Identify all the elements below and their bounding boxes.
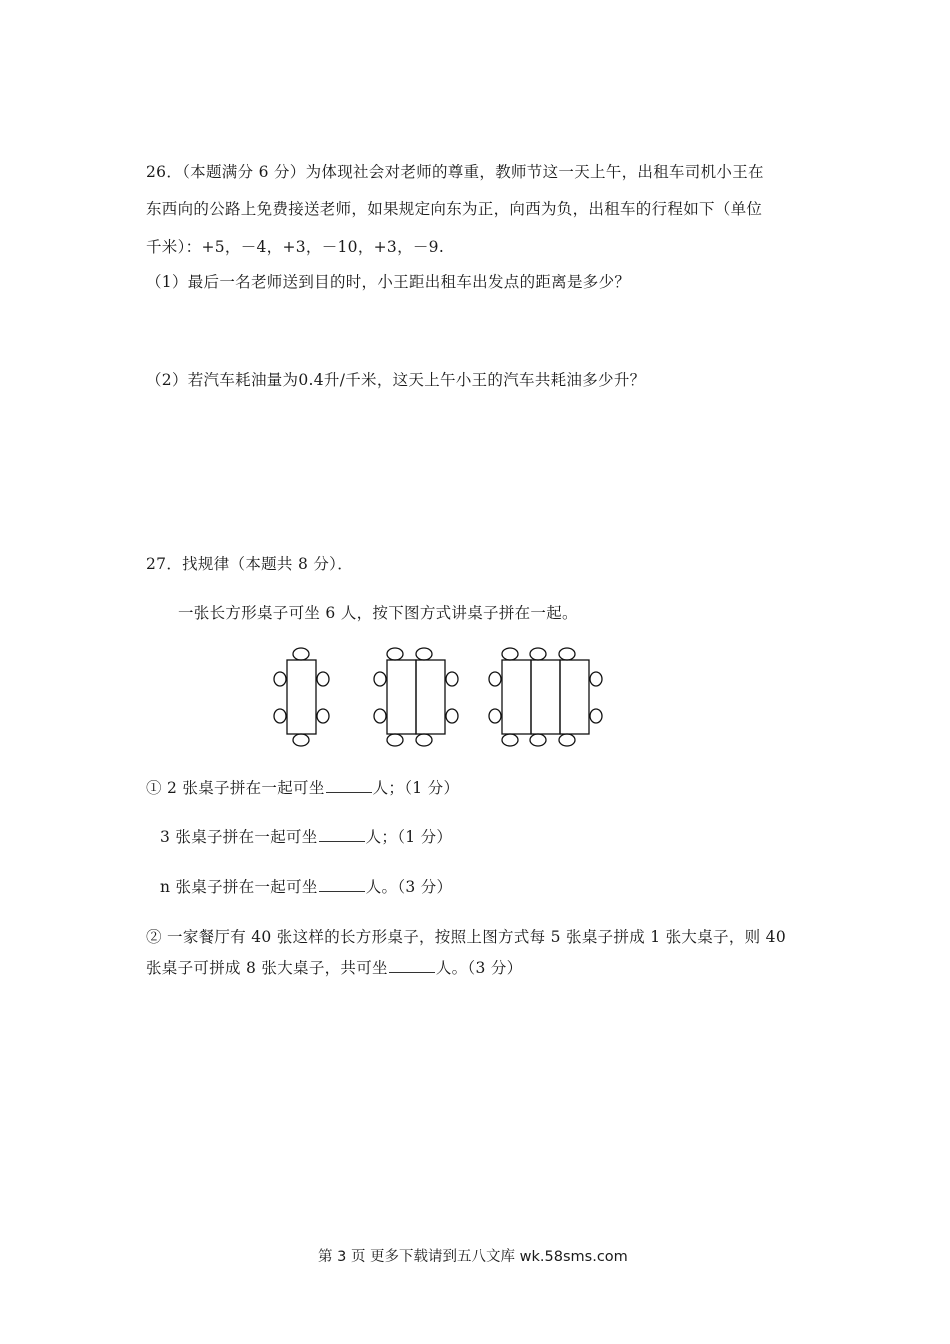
seat (387, 734, 403, 746)
seat (590, 672, 602, 686)
table-group-3 (489, 648, 602, 746)
table (287, 660, 316, 734)
table (416, 660, 445, 734)
q27-sub3-text: n 张桌子拼在一起可坐 (160, 878, 318, 896)
q27-sub4-line2 (146, 956, 522, 978)
page-footer: 第 3 页 更多下载请到五八文库 wk.58sms.com (318, 1249, 628, 1265)
seat (317, 672, 329, 686)
q27-sub2-text: 3 张桌子拼在一起可坐 (160, 828, 318, 846)
q26-line1: 26．（本题满分 6 分）为体现社会对老师的尊重，教师节这一天上午，出租车司机小王在 (146, 163, 764, 181)
seat (317, 709, 329, 723)
answer-blank-2[interactable] (319, 840, 365, 842)
answer-blank-3[interactable] (319, 890, 365, 892)
seat (293, 734, 309, 746)
seat (590, 709, 602, 723)
q27-sub1-score: 人；（1 分） (372, 779, 460, 797)
q27-sub2-score: 人；（1 分） (365, 828, 453, 846)
seat (374, 709, 386, 723)
q27-sub3 (160, 875, 452, 897)
table-group-2 (374, 648, 458, 746)
table (560, 660, 589, 734)
table (502, 660, 531, 734)
seat (502, 648, 518, 660)
q26-line2: 东西向的公路上免费接送老师，如果规定向东为正，向西为负，出租车的行程如下（单位 (146, 200, 763, 218)
seat (559, 648, 575, 660)
q27-sub3-score: 人。（3 分） (365, 878, 453, 896)
q27-sub1 (146, 776, 459, 798)
q27-intro: 一张长方形桌子可坐 6 人，按下图方式讲桌子拼在一起。 (178, 604, 578, 622)
seat (387, 648, 403, 660)
tables-figure (270, 646, 620, 756)
seat (446, 709, 458, 723)
table (531, 660, 560, 734)
q26-line3: 千米）：+5，－4，+3，－10，+3，－9. (146, 238, 445, 256)
seat (274, 672, 286, 686)
seat (530, 734, 546, 746)
seat (293, 648, 309, 660)
seat (489, 672, 501, 686)
q26-part2: （2）若汽车耗油量为0.4升/千米，这天上午小王的汽车共耗油多少升？ (146, 371, 646, 389)
q27-title: 27．找规律（本题共 8 分）． (146, 555, 353, 573)
seat (530, 648, 546, 660)
q27-sub1-text: ① 2 张桌子拼在一起可坐 (146, 779, 325, 797)
q27-sub4-line1: ② 一家餐厅有 40 张这样的长方形桌子，按照上图方式每 5 张桌子拼成 1 张大桌子，则 40 (146, 928, 786, 946)
answer-blank-1[interactable] (326, 791, 372, 793)
seat (274, 709, 286, 723)
q27-sub4-text: 张桌子可拼成 8 张大桌子，共可坐 (146, 959, 388, 977)
answer-blank-4[interactable] (389, 971, 435, 973)
seat (374, 672, 386, 686)
table-group-1 (274, 648, 329, 746)
seat (559, 734, 575, 746)
seat (489, 709, 501, 723)
table (387, 660, 416, 734)
seat (416, 648, 432, 660)
seat (446, 672, 458, 686)
seat (416, 734, 432, 746)
q27-sub4-score: 人。（3 分） (435, 959, 523, 977)
q27-sub2 (160, 825, 452, 847)
q26-part1: （1）最后一名老师送到目的时，小王距出租车出发点的距离是多少？ (146, 273, 631, 291)
seat (502, 734, 518, 746)
